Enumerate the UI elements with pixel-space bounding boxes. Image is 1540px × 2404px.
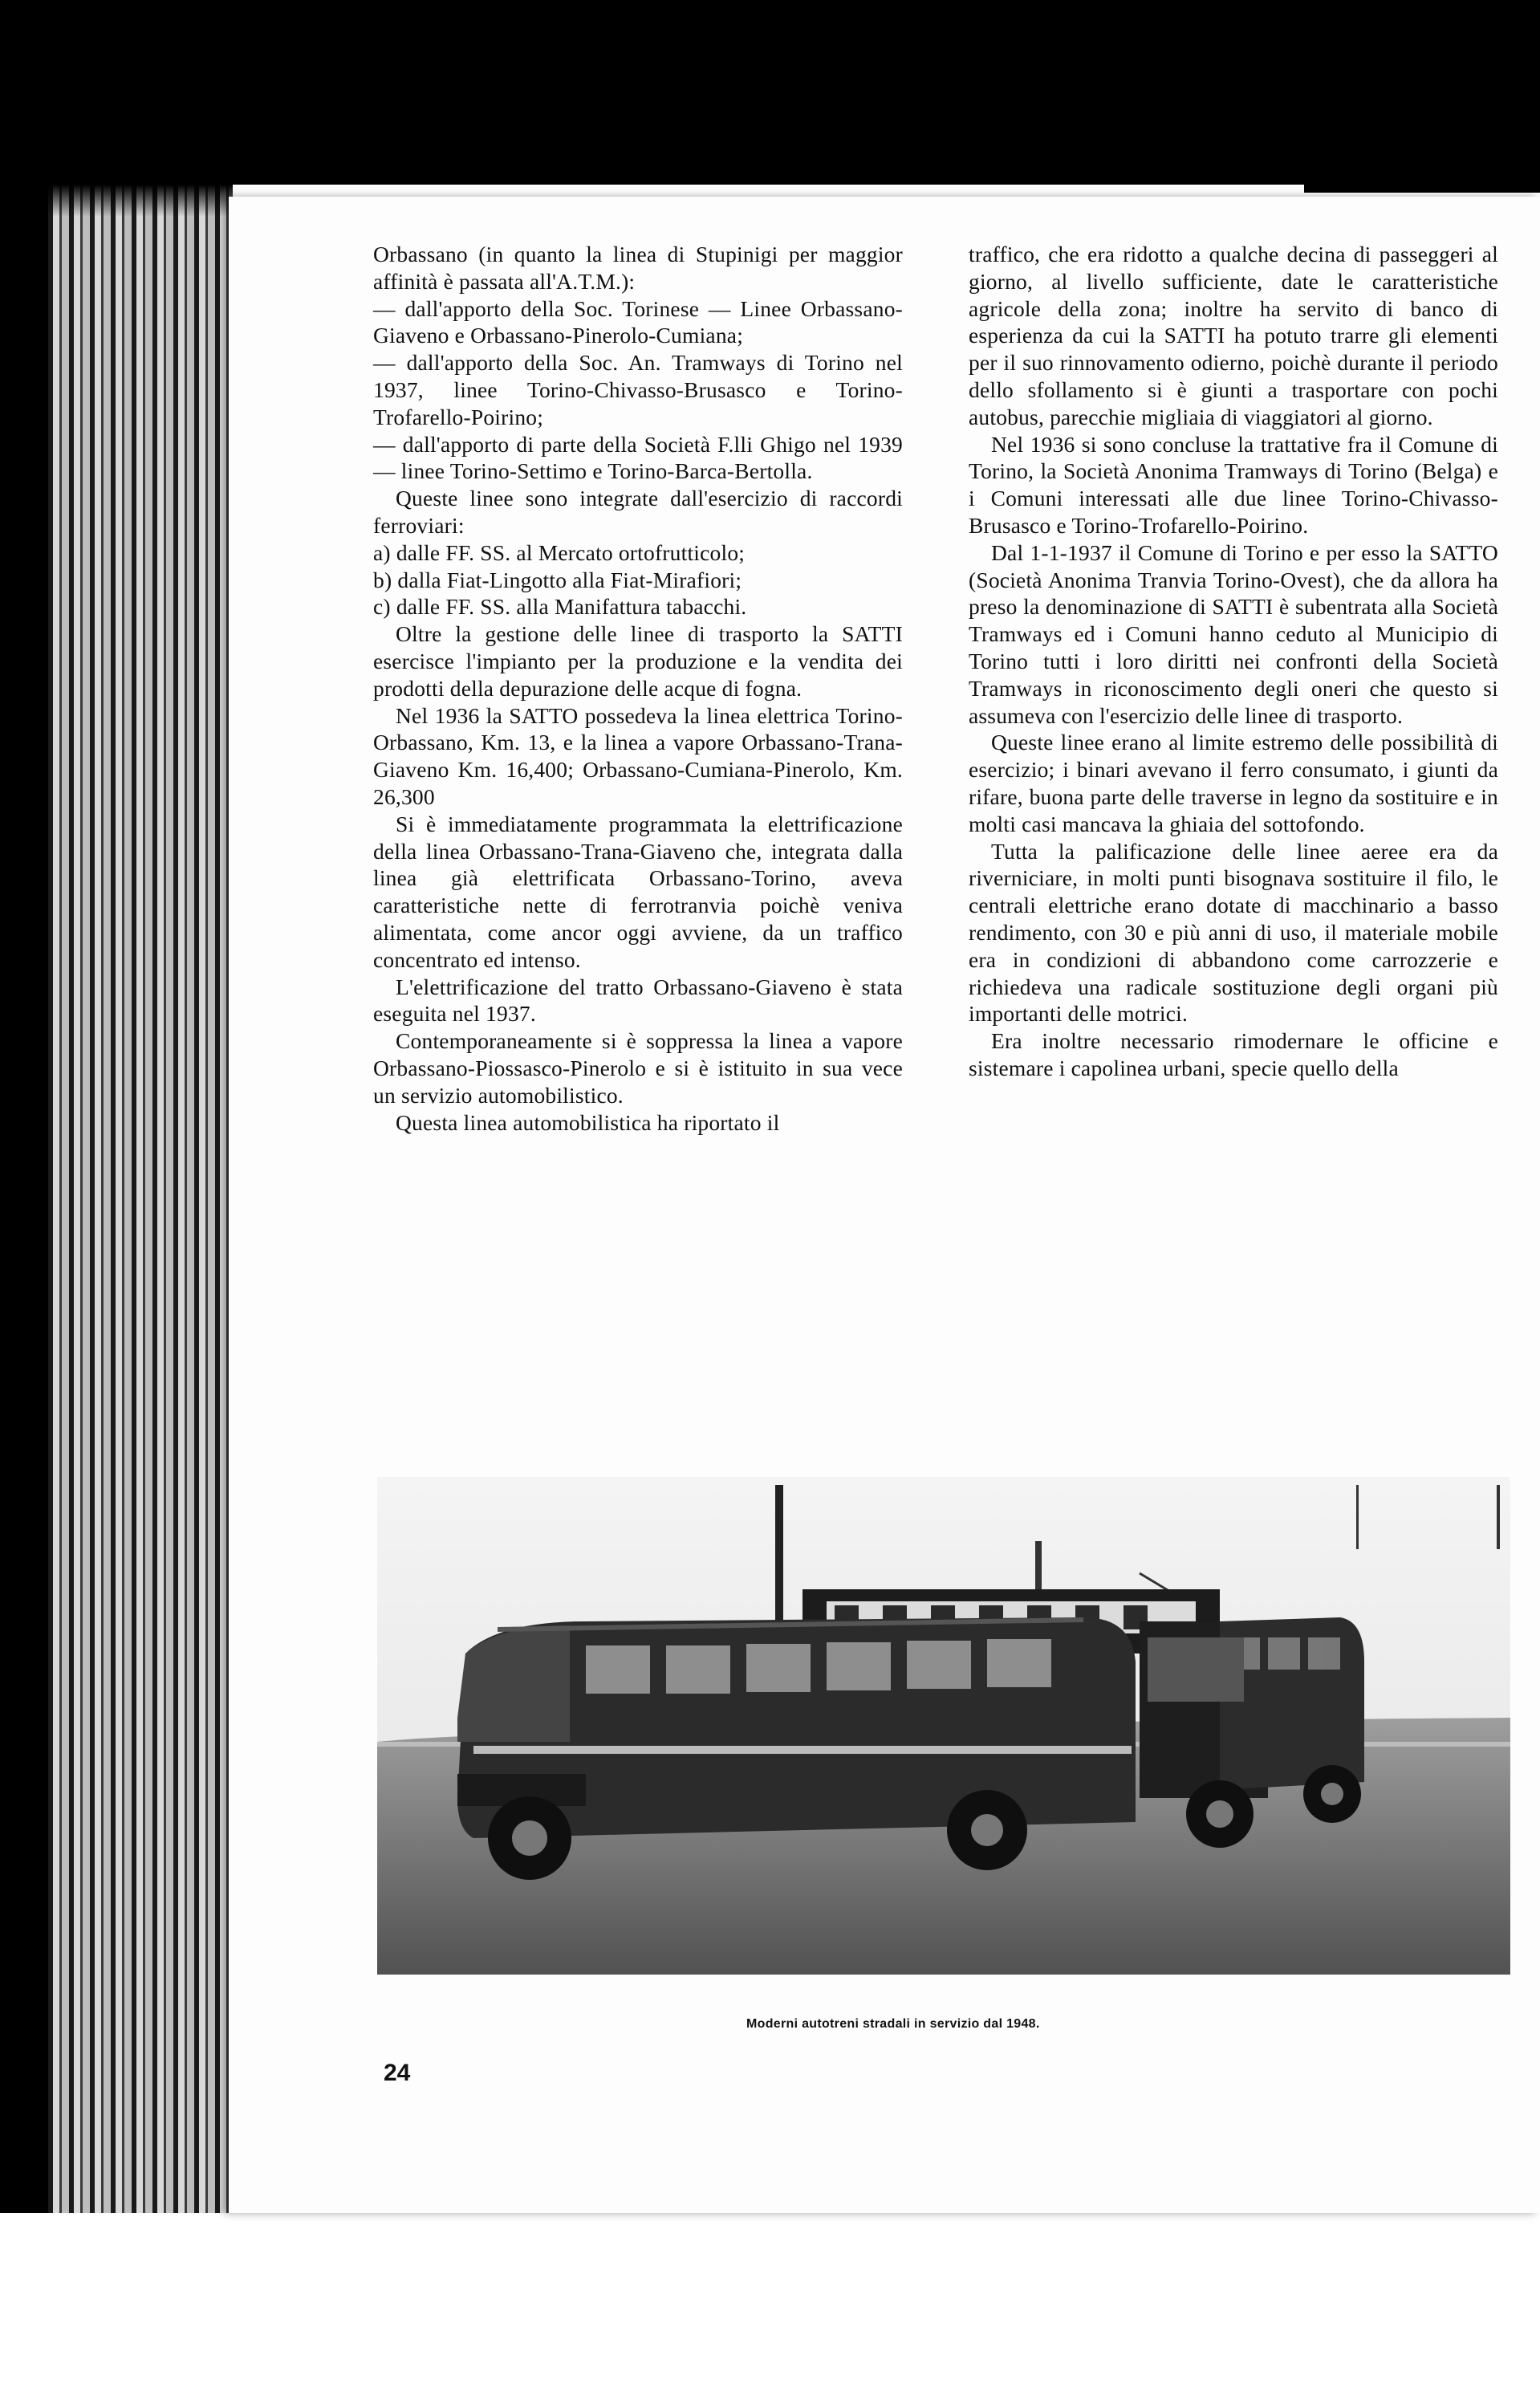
scan-border-left (0, 32, 48, 2213)
paragraph: c) dalle FF. SS. alla Manifattura tabacchi. (373, 594, 747, 620)
bus-photo (377, 1477, 1510, 2404)
text-column-left (373, 241, 903, 1136)
paragraph: Queste linee sono integrate dall'esercizio di raccordi ferroviari: (373, 486, 903, 538)
paragraph: Contemporaneamente si è soppressa la linea a vapore Orbassano-Piossasco-Pinerolo e si è istituito in sua vece un servizio automobilistico. (373, 1028, 903, 1108)
paragraph: a) dalle FF. SS. al Mercato ortofrutticolo; (373, 539, 746, 565)
paragraph: Nel 1936 si sono concluse la trattative fra il Comune di Torino, la Società Anonima Tramways di Torino (Belga) e i Comuni interessati alle due linee Torino-Chivasso-Brusasco e Torino-Trofarello-Poirino. (969, 431, 1498, 538)
paragraph: Nel 1936 la SATTO possedeva la linea elettrica Torino-Orbassano, Km. 13, e la linea a vapore Orbassano-Trana-Giaveno Km. 16,400; Orbassano-Cumiana-Pinerolo, Km. 26,300 (373, 702, 903, 809)
paragraph: Queste linee erano al limite estremo delle possibilità di esercizio; i binari avevano il ferro consumato, i giunti da rifare, buona parte delle traverse in legno da sostituire e in molti casi mancava la ghiaia del sottofondo. (969, 730, 1498, 836)
page-number: 24 (384, 2060, 411, 2086)
paragraph: Era inoltre necessario rimodernare le officine e sistemare i capolinea urbani, specie quello della (969, 1028, 1498, 1080)
paragraph: L'elettrificazione del tratto Orbassano-Giaveno è stata eseguita nel 1937. (373, 974, 903, 1027)
paragraph: Si è immediatamente programmata la elettrificazione della linea Orbassano-Trana-Giaveno che, integrata dalla linea già elettrificata Orbassano-Torino, aveva caratteristiche nette di ferrotranvia poichè veniva alimentata, come ancor oggi avviene, da un traffico concentrato ed intenso. (373, 811, 903, 972)
paragraph: Orbassano (in quanto la linea di Stupinigi per maggior affinità è passata all'A.T.M.): (373, 242, 903, 294)
paragraph: — dall'apporto della Soc. Torinese — Linee Orbassano-Giaveno e Orbassano-Pinerolo-Cumiana; (373, 295, 903, 348)
photo-caption: Moderni autotreni stradali in servizio dal 1948. (746, 2017, 1040, 2031)
paragraph: traffico, che era ridotto a qualche decina di passeggeri al giorno, al livello sufficiente, date le caratteristiche agricole della zona; inoltre ha servito di banco di esperienza da cui la SATTI ha potuto trarre gli elementi per il suo rinnovamento odierno, poichè durante il periodo dello sfollamento si è giunti a trasportare con pochi autobus, parecchie migliaia di viaggiatori al giorno. (969, 242, 1498, 429)
paragraph: — dall'apporto della Soc. An. Tramways di Torino nel 1937, linee Torino-Chivasso-Brusasco e Torino-Trofarello-Poirino; (373, 350, 903, 429)
text-column-right (969, 241, 1498, 1082)
paragraph: Tutta la palificazione delle linee aeree era da riverniciare, in molti punti bisognava sostituire il filo, le centrali elettriche erano dotate di macchinario a basso rendimento, con 30 e più anni di uso, il materiale mobile era in condizioni di abbandono come carrozzerie e richiedeva una radicale sostituzione degli organi più importanti delle motrici. (969, 838, 1498, 1027)
paragraph: Oltre la gestione delle linee di trasporto la SATTI esercisce l'impianto per la produzione e la vendita dei prodotti della depurazione delle acque di fogna. (373, 621, 903, 701)
scan-border-top-right (1304, 0, 1540, 193)
book-page-edges (48, 185, 233, 2213)
paragraph: Questa linea automobilistica ha riportato il (396, 1109, 780, 1135)
scan-border-upper (48, 32, 1304, 185)
paragraph: b) dalla Fiat-Lingotto alla Fiat-Mirafiori; (373, 567, 742, 592)
paragraph: — dall'apporto di parte della Società F.lli Ghigo nel 1939 — linee Torino-Settimo e Torino-Barca-Bertolla. (373, 431, 903, 484)
paragraph: Dal 1-1-1937 il Comune di Torino e per esso la SATTO (Società Anonima Tranvia Torino-Ovest), che da allora ha preso la denominazione di SATTI è subentrata alla Società Tramways ed i Comuni hanno ceduto al Municipio di Torino tutti i loro diritti nei confronti della Società Tramways in riconoscimento degli oneri che questo si assumeva con l'esercizio delle linee di trasporto. (969, 539, 1498, 728)
